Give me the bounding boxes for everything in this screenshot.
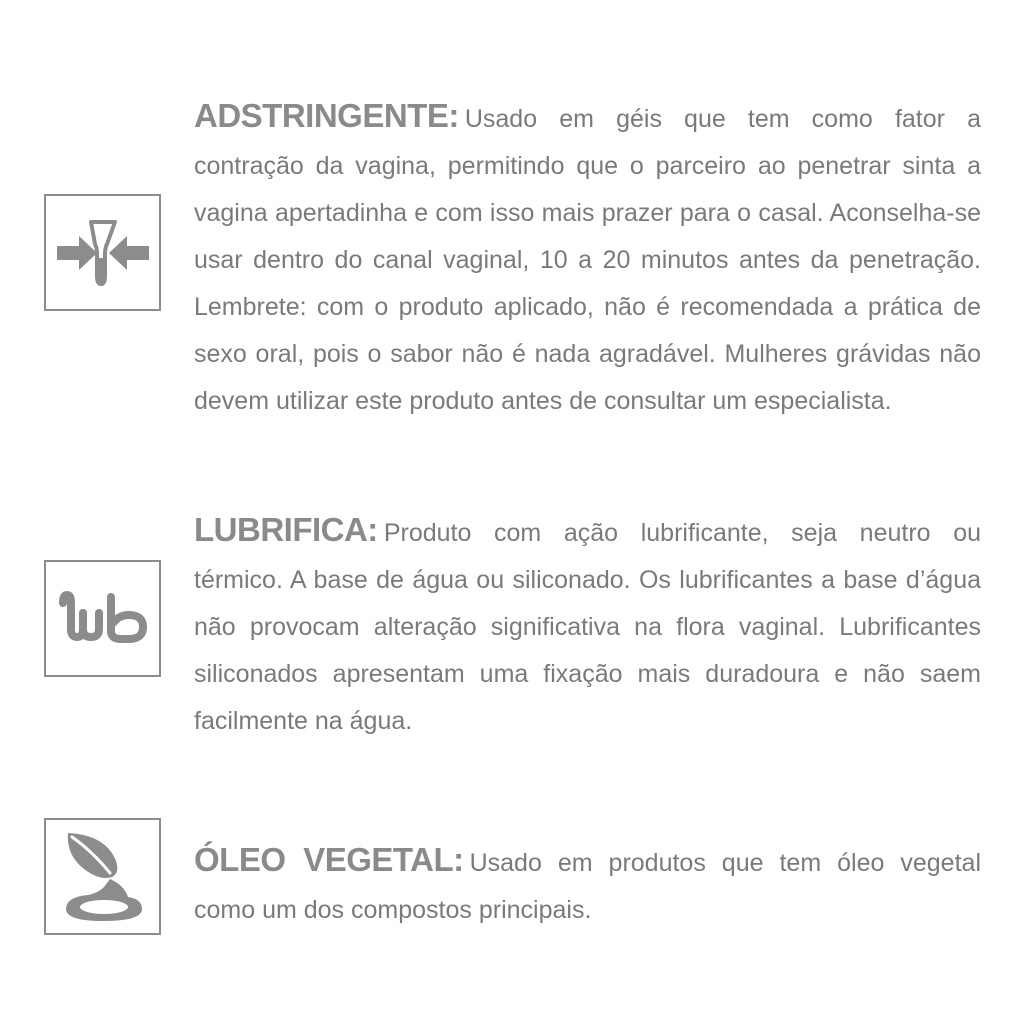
leaf-drop-icon xyxy=(58,827,148,927)
section-body: Usado em géis que tem como fator a contração da vagina, permitindo que o parceiro ao penetrar sinta a vagina apertadinha e com isso mais prazer para o casal. Aconselha-se usar dentro do canal vaginal, 10 a 20 minutos antes da penetração. Lembrete: com o produto aplicado, não é recomendada a prática de sexo oral, pois o sabor não é nada agradável. Mulheres grávidas não devem utilizar este produto antes de consultar um especialista. xyxy=(194,105,981,415)
section-heading: ADSTRINGENTE: xyxy=(194,97,459,134)
section-oleo-vegetal xyxy=(194,836,981,934)
section-body: Produto com ação lubrificante, seja neutro ou térmico. A base de água ou siliconado. Os lubrificantes a base d’água não provocam alteração significativa na flora vaginal. Lubrificantes siliconados apresentam uma fixação mais duradoura e não saem facilmente na água. xyxy=(194,519,981,735)
lub-icon-box xyxy=(44,560,161,677)
section-heading: ÓLEO VEGETAL: xyxy=(194,841,464,878)
astringent-icon-box xyxy=(44,194,161,311)
astringent-icon xyxy=(55,218,151,288)
section-lubrifica xyxy=(194,506,981,745)
section-adstringente xyxy=(194,92,981,425)
section-heading: LUBRIFICA: xyxy=(194,511,378,548)
leaf-drop-icon-box xyxy=(44,818,161,935)
lub-icon xyxy=(55,589,151,649)
section-body: Usado em produtos que tem óleo vegetal como um dos compostos principais. xyxy=(194,849,981,924)
